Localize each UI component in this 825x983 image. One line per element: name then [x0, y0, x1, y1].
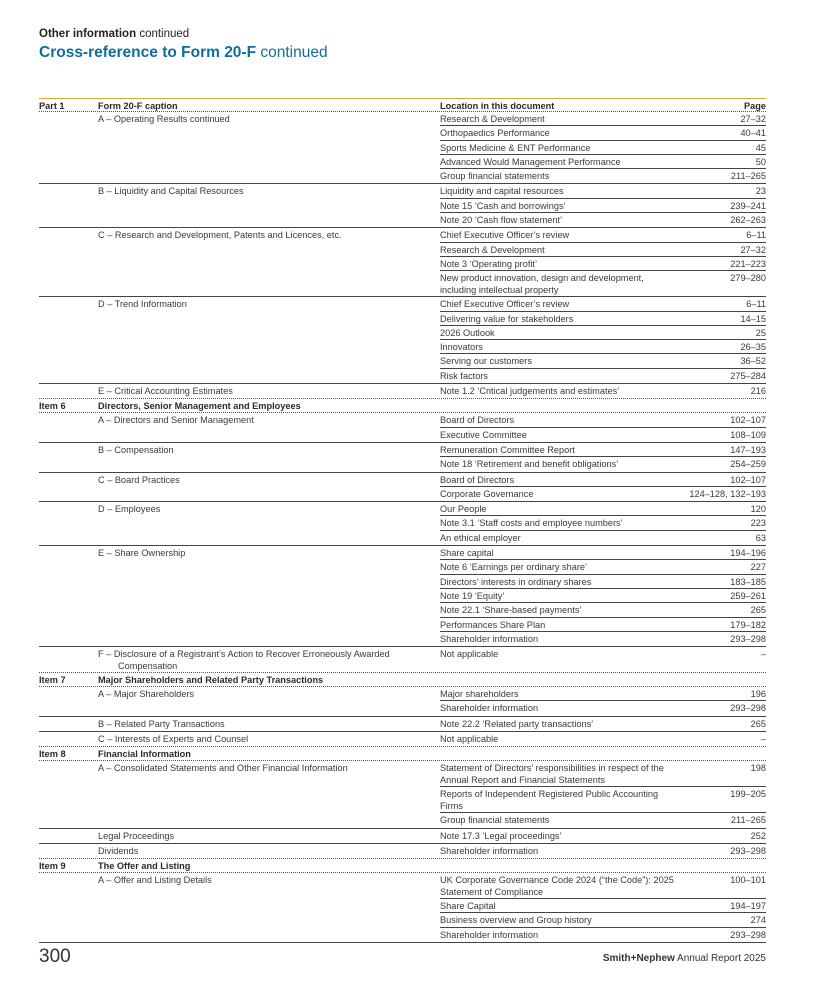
caption-group [39, 732, 766, 747]
location-list [440, 546, 766, 646]
location-text: Group financial statements [440, 171, 550, 182]
location-list [440, 473, 766, 502]
location-row [440, 340, 766, 354]
item-heading-row [39, 399, 766, 413]
location-row [440, 487, 766, 501]
location-list [440, 228, 766, 296]
location-row [440, 761, 766, 787]
location-text: Chief Executive Officer’s review [440, 299, 570, 310]
caption-text: A – Major Shareholders [98, 689, 195, 700]
caption-text: Legal Proceedings [98, 830, 175, 841]
part-cell [39, 829, 98, 843]
caption-group [39, 546, 766, 647]
location-row [440, 271, 766, 296]
location-row [440, 297, 766, 311]
page-reference: 183–185 [730, 576, 766, 587]
page-reference: 23 [755, 186, 766, 197]
page-reference: 259–261 [730, 590, 766, 601]
caption-cell [98, 473, 440, 502]
location-row [440, 647, 766, 661]
page-reference: – [760, 733, 766, 744]
location-text: Business overview and Group history [440, 915, 592, 926]
location-row [440, 326, 766, 340]
location-text: Reports of Independent Registered Public Accounting Firms [440, 789, 659, 812]
caption-text: C – Board Practices [98, 474, 180, 485]
page-reference: 199–205 [730, 789, 766, 800]
location-list [440, 761, 766, 827]
page-reference: 279–280 [730, 273, 766, 284]
location-row [440, 213, 766, 227]
caption-cell [98, 546, 440, 646]
caption-cell [98, 112, 440, 183]
location-row [440, 732, 766, 746]
page-reference: 262–263 [730, 215, 766, 226]
location-row [440, 899, 766, 913]
page-reference: 211–265 [730, 171, 766, 182]
part-cell [39, 732, 98, 746]
caption-cell [98, 384, 440, 398]
caption-cell [98, 502, 440, 545]
location-row [440, 428, 766, 442]
part-cell [39, 413, 98, 442]
location-text: Note 19 ‘Equity’ [440, 590, 505, 601]
page-reference: 27–32 [740, 244, 766, 255]
caption-cell [98, 873, 440, 942]
page-reference: 221–223 [730, 258, 766, 269]
page-reference: 120 [750, 504, 766, 515]
page-reference: 194–196 [730, 548, 766, 559]
page-reference: 216 [750, 386, 766, 397]
location-list [440, 502, 766, 545]
location-row [440, 312, 766, 326]
part-cell [39, 546, 98, 646]
part-cell [39, 873, 98, 942]
location-text: Research & Development [440, 244, 545, 255]
location-row [440, 257, 766, 271]
column-header-part: Part 1 [39, 101, 65, 111]
part-cell [39, 687, 98, 716]
location-list [440, 384, 766, 398]
page-reference: 27–32 [740, 114, 766, 124]
location-row [440, 687, 766, 701]
caption-group [39, 687, 766, 717]
page-reference: 63 [755, 532, 766, 543]
location-row [440, 112, 766, 126]
location-row [440, 354, 766, 368]
location-row [440, 632, 766, 646]
location-text: Corporate Governance [440, 488, 534, 499]
part-cell [39, 112, 98, 183]
location-text: Note 15 ‘Cash and borrowings’ [440, 200, 566, 211]
location-row [440, 457, 766, 471]
column-header-row [39, 98, 766, 112]
caption-text: A – Operating Results continued [98, 114, 230, 124]
location-text: Sports Medicine & ENT Performance [440, 142, 591, 153]
location-text: Serving our customers [440, 356, 532, 367]
location-row [440, 546, 766, 560]
caption-group [39, 761, 766, 828]
caption-cell [98, 829, 440, 843]
page-reference: 6–11 [746, 299, 766, 310]
caption-cell [98, 844, 440, 858]
location-text: Note 20 ‘Cash flow statement’ [440, 215, 563, 226]
page-reference: 102–107 [730, 474, 766, 485]
location-row [440, 155, 766, 169]
item-heading-row [39, 673, 766, 687]
location-row [440, 413, 766, 427]
page-reference: 293–298 [730, 703, 766, 714]
location-row [440, 701, 766, 715]
caption-text: Dividends [98, 845, 139, 856]
item-title: Directors, Senior Management and Employees [98, 401, 301, 412]
caption-cell [98, 228, 440, 296]
caption-group [39, 647, 766, 673]
location-text: Share capital [440, 548, 494, 559]
location-text: Shareholder information [440, 929, 539, 940]
caption-group [39, 443, 766, 473]
page-reference: 196 [750, 689, 766, 700]
page-reference: 223 [750, 518, 766, 529]
location-row [440, 787, 766, 813]
location-text: Shareholder information [440, 845, 539, 856]
caption-group [39, 112, 766, 184]
part-cell [39, 647, 98, 672]
location-list [440, 687, 766, 716]
page-header [39, 28, 328, 62]
page-reference: 26–35 [740, 342, 766, 353]
caption-group [39, 502, 766, 546]
page-reference: 40–41 [740, 128, 766, 139]
section-label: Other information continued [39, 28, 190, 40]
caption-cell [98, 413, 440, 442]
caption-cell [98, 443, 440, 472]
location-text: Liquidity and capital resources [440, 186, 564, 197]
location-row [440, 126, 766, 140]
caption-group [39, 297, 766, 384]
caption-cell [98, 297, 440, 383]
part-cell [39, 443, 98, 472]
page-reference: 198 [750, 763, 766, 774]
location-row [440, 813, 766, 827]
location-text: New product innovation, design and development, including intellectual property [440, 273, 644, 296]
page-reference: 45 [755, 142, 766, 153]
caption-group [39, 384, 766, 399]
location-row [440, 516, 766, 530]
part-cell [39, 228, 98, 296]
location-text: Orthopaedics Performance [440, 128, 550, 139]
page-reference: 50 [755, 156, 766, 167]
caption-text: A – Offer and Listing Details [98, 875, 212, 886]
item-number: Item 9 [39, 861, 66, 872]
page-reference: 239–241 [730, 200, 766, 211]
item-number: Item 7 [39, 675, 66, 686]
location-text: Advanced Would Management Performance [440, 156, 621, 167]
location-text: Remuneration Committee Report [440, 444, 575, 455]
item-title: Major Shareholders and Related Party Transactions [98, 675, 324, 686]
location-row [440, 913, 766, 927]
location-text: Our People [440, 504, 487, 515]
location-list [440, 829, 766, 843]
page-reference: 293–298 [730, 929, 766, 940]
location-text: Note 22.1 ‘Share-based payments’ [440, 605, 582, 616]
location-row [440, 502, 766, 516]
location-row [440, 844, 766, 858]
location-row [440, 531, 766, 545]
caption-text: F – Disclosure of a Registrant’s Action to Recover Erroneously Awarded Compensation [98, 649, 390, 672]
location-text: Major shareholders [440, 689, 519, 700]
location-text: Delivering value for stakeholders [440, 313, 574, 324]
part-cell [39, 844, 98, 858]
footer-report-title: Smith+Nephew Annual Report 2025 [602, 953, 766, 964]
location-row [440, 199, 766, 213]
caption-text: C – Interests of Experts and Counsel [98, 733, 249, 744]
cross-reference-table [39, 98, 766, 943]
part-cell [39, 297, 98, 383]
location-text: Note 17.3 ‘Legal proceedings’ [440, 830, 562, 841]
page-reference: 179–182 [730, 619, 766, 630]
location-text: Group financial statements [440, 815, 550, 826]
location-text: Executive Committee [440, 429, 527, 440]
location-text: Risk factors [440, 370, 488, 381]
location-text: Note 3 ‘Operating profit’ [440, 258, 538, 269]
page-reference: 102–107 [730, 415, 766, 426]
page-reference: 36–52 [740, 356, 766, 367]
location-row [440, 560, 766, 574]
caption-text: B – Related Party Transactions [98, 718, 225, 729]
caption-text: E – Critical Accounting Estimates [98, 386, 233, 397]
page-title: Cross-reference to Form 20-F continued [39, 44, 328, 61]
caption-text: A – Consolidated Statements and Other Financial Information [98, 763, 348, 774]
caption-text: D – Employees [98, 504, 161, 515]
location-row [440, 443, 766, 457]
location-text: Board of Directors [440, 415, 515, 426]
part-cell [39, 502, 98, 545]
caption-group [39, 844, 766, 859]
location-row [440, 589, 766, 603]
page-reference: 293–298 [730, 845, 766, 856]
location-list [440, 873, 766, 942]
page-reference: 293–298 [730, 633, 766, 644]
location-list [440, 297, 766, 383]
location-text: Not applicable [440, 649, 499, 660]
table-body [39, 112, 766, 943]
location-list [440, 717, 766, 731]
page-reference: 147–193 [730, 444, 766, 455]
caption-cell [98, 717, 440, 731]
location-row [440, 384, 766, 398]
page-reference: 124–128, 132–193 [689, 488, 766, 499]
caption-cell [98, 761, 440, 827]
page-reference: 265 [750, 605, 766, 616]
page-reference: 254–259 [730, 459, 766, 470]
page-reference: 100–101 [730, 875, 766, 886]
location-list [440, 443, 766, 472]
caption-group [39, 413, 766, 443]
column-header-caption: Form 20-F caption [98, 101, 178, 111]
location-row [440, 141, 766, 155]
location-text: Chief Executive Officer’s review [440, 230, 570, 241]
caption-group [39, 829, 766, 844]
location-text: Statement of Directors’ responsibilities in respect of the Annual Report and Financial Statements [440, 763, 664, 786]
location-text: Note 18 ‘Retirement and benefit obligations’ [440, 459, 619, 470]
location-text: Research & Development [440, 114, 545, 124]
part-cell [39, 384, 98, 398]
page-reference: 25 [755, 327, 766, 338]
location-list [440, 112, 766, 183]
caption-text: A – Directors and Senior Management [98, 415, 254, 426]
page-reference: 108–109 [730, 429, 766, 440]
page-reference: – [760, 649, 766, 660]
page-reference: 227 [750, 562, 766, 573]
location-text: An ethical employer [440, 532, 521, 543]
location-text: Share Capital [440, 901, 496, 912]
location-text: Note 6 ‘Earnings per ordinary share’ [440, 562, 588, 573]
part-cell [39, 184, 98, 227]
page-reference: 6–11 [746, 230, 766, 241]
caption-cell [98, 687, 440, 716]
column-header-page: Page [744, 101, 766, 111]
location-row [440, 169, 766, 183]
location-list [440, 647, 766, 672]
location-row [440, 473, 766, 487]
caption-group [39, 873, 766, 943]
caption-group [39, 717, 766, 732]
item-number: Item 6 [39, 401, 66, 412]
page-reference: 252 [750, 830, 766, 841]
page-reference: 14–15 [740, 313, 766, 324]
caption-cell [98, 647, 440, 672]
location-text: Note 1.2 ‘Critical judgements and estimates’ [440, 386, 620, 397]
item-heading-row [39, 747, 766, 761]
location-list [440, 413, 766, 442]
location-row [440, 228, 766, 242]
caption-text: B – Compensation [98, 444, 174, 455]
page-reference: 274 [750, 915, 766, 926]
column-header-location: Location in this document [440, 101, 555, 111]
location-row [440, 575, 766, 589]
page-reference: 275–284 [730, 370, 766, 381]
caption-cell [98, 732, 440, 746]
location-row [440, 717, 766, 731]
caption-text: D – Trend Information [98, 299, 187, 310]
location-list [440, 732, 766, 746]
page-reference: 194–197 [730, 901, 766, 912]
caption-cell [98, 184, 440, 227]
location-text: Innovators [440, 342, 483, 353]
location-text: Board of Directors [440, 474, 515, 485]
location-text: Note 22.2 ‘Related party transactions’ [440, 718, 594, 729]
location-row [440, 829, 766, 843]
location-row [440, 873, 766, 899]
location-text: Performances Share Plan [440, 619, 546, 630]
caption-text: C – Research and Development, Patents and Licences, etc. [98, 230, 342, 241]
location-row [440, 243, 766, 257]
page-reference: 265 [750, 718, 766, 729]
location-text: Shareholder information [440, 633, 539, 644]
location-text: 2026 Outlook [440, 327, 495, 338]
page-number: 300 [39, 946, 71, 967]
caption-group [39, 228, 766, 297]
item-title: The Offer and Listing [98, 861, 191, 872]
part-cell [39, 761, 98, 827]
item-number: Item 8 [39, 749, 66, 760]
location-text: Not applicable [440, 733, 499, 744]
location-text: UK Corporate Governance Code 2024 (“the Code”): 2025 Statement of Compliance [440, 875, 674, 898]
location-row [440, 603, 766, 617]
caption-group [39, 473, 766, 503]
location-row [440, 369, 766, 383]
item-title: Financial Information [98, 749, 191, 760]
location-row [440, 618, 766, 632]
part-cell [39, 473, 98, 502]
item-heading-row [39, 859, 766, 873]
part-cell [39, 717, 98, 731]
location-text: Shareholder information [440, 703, 539, 714]
location-list [440, 184, 766, 227]
caption-group [39, 184, 766, 228]
location-row [440, 184, 766, 198]
location-text: Directors’ interests in ordinary shares [440, 576, 592, 587]
caption-text: E – Share Ownership [98, 548, 186, 559]
location-text: Note 3.1 ‘Staff costs and employee numbers’ [440, 518, 623, 529]
page-reference: 211–265 [730, 815, 766, 826]
caption-text: B – Liquidity and Capital Resources [98, 186, 244, 197]
location-list [440, 844, 766, 858]
location-row [440, 928, 766, 942]
